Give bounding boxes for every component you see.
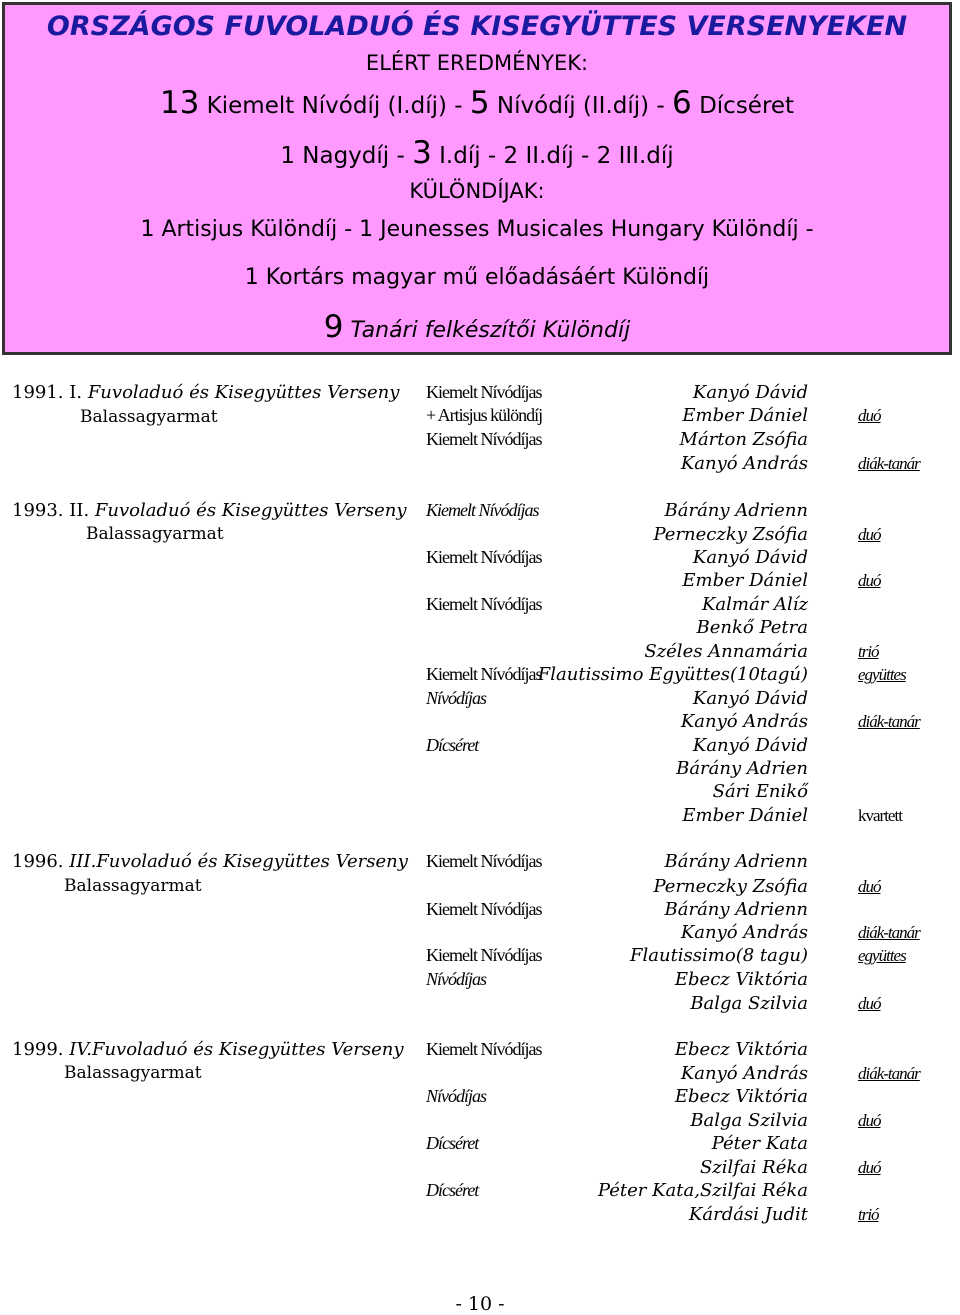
- performer-name: Ebecz Viktória: [674, 969, 808, 990]
- performer-name: Kanyó András: [680, 453, 808, 474]
- performer-name: Ebecz Viktória: [674, 1039, 808, 1060]
- award-label: Dícséret: [691, 93, 795, 119]
- performer-name: Kanyó Dávid: [692, 735, 808, 756]
- banner-subtitle: ELÉRT EREDMÉNYEK:: [365, 51, 589, 75]
- award-label: Kiemelt Nívódíjas: [426, 594, 542, 614]
- performer-name: Bárány Adrienn: [664, 851, 808, 872]
- special-label: Tanári felkészítői Különdíj: [343, 318, 631, 343]
- performer-name: Sári Enikő: [712, 781, 808, 802]
- count: 9: [323, 309, 344, 345]
- competition-title: 1996. III.Fuvoladuó és Kisegyüttes Verseny: [12, 851, 408, 872]
- prize-label: III.díj: [611, 143, 674, 169]
- performer-name: Bárány Adrienn: [664, 899, 808, 920]
- competition-title: 1999. IV.Fuvoladuó és Kisegyüttes Verseny: [12, 1039, 404, 1060]
- special-label: Artisjus Különdíj -: [154, 217, 360, 242]
- banner-teacher-line: [5, 309, 949, 345]
- performer-name: Balga Szilvia: [690, 1110, 808, 1131]
- performer-name: Bárány Adrienn: [664, 500, 808, 521]
- page-number: - 10 -: [455, 1293, 505, 1315]
- performer-name: Balga Szilvia: [690, 993, 808, 1014]
- performer-name: Flautissimo(8 tagu): [630, 945, 808, 966]
- award-label: Kiemelt Nívódíjas: [426, 664, 542, 684]
- results-banner: [2, 2, 952, 355]
- award-label: Kiemelt Nívódíjas: [426, 500, 539, 520]
- ensemble-type: kvartett: [858, 806, 902, 825]
- performer-name: Benkő Petra: [696, 617, 808, 638]
- competition-city: Balassagyarmat: [64, 876, 202, 896]
- ensemble-type: együttes: [858, 946, 906, 965]
- count: 2: [503, 143, 519, 169]
- performer-name: Ember Dániel: [682, 570, 808, 591]
- banner-awards-line: [5, 85, 949, 121]
- count: 5: [469, 85, 490, 121]
- prize-label: Nagydíj -: [294, 143, 413, 169]
- ensemble-type: diák-tanár: [858, 454, 920, 473]
- award-label: Dícséret: [426, 1133, 479, 1153]
- award-label: Kiemelt Nívódíjas: [426, 1039, 542, 1059]
- performer-name: Kárdási Judit: [688, 1204, 808, 1225]
- performer-name: Péter Kata,Szilfai Réka: [597, 1180, 808, 1201]
- award-label: Kiemelt Nívódíj (I.díj) -: [199, 93, 470, 119]
- count: 3: [412, 135, 432, 171]
- performer-name: Márton Zsófia: [679, 429, 808, 450]
- ensemble-type: diák-tanár: [858, 923, 920, 942]
- special-label: Jeunesses Musicales Hungary Különdíj -: [373, 217, 814, 242]
- count: 13: [159, 85, 200, 121]
- performer-name: Kalmár Alíz: [701, 594, 808, 615]
- performer-name: Kanyó Dávid: [692, 382, 808, 403]
- performer-name: Bárány Adrien: [676, 758, 808, 779]
- award-label: Nívódíjas: [426, 688, 487, 708]
- performer-name: Flautissimo Együttes(10tagú): [537, 664, 808, 685]
- award-label: Kiemelt Nívódíjas: [426, 899, 542, 919]
- banner-title: ORSZÁGOS FUVOLADUÓ ÉS KISEGYÜTTES VERSENYEKEN: [46, 11, 908, 42]
- award-label: Nívódíjas: [426, 1086, 487, 1106]
- performer-name: Széles Annamária: [644, 641, 808, 662]
- award-label: Kiemelt Nívódíjas: [426, 945, 542, 965]
- banner-special-line: [5, 217, 949, 242]
- competition-city: Balassagyarmat: [80, 407, 218, 427]
- performer-name: Ember Dániel: [682, 805, 808, 826]
- ensemble-type: duó: [858, 571, 881, 590]
- ensemble-type: duó: [858, 994, 881, 1013]
- ensemble-type: trió: [858, 1205, 879, 1224]
- ensemble-type: duó: [858, 877, 881, 896]
- performer-name: Kanyó András: [680, 711, 808, 732]
- ensemble-type: duó: [858, 1158, 881, 1177]
- competition-title: 1993. II. Fuvoladuó és Kisegyüttes Verseny: [12, 500, 407, 521]
- ensemble-type: együttes: [858, 665, 906, 684]
- performer-name: Perneczky Zsófia: [653, 876, 808, 897]
- performer-name: Kanyó Dávid: [692, 547, 808, 568]
- prize-label: II.díj -: [518, 143, 597, 169]
- performer-name: Kanyó Dávid: [692, 688, 808, 709]
- performer-name: Ebecz Viktória: [674, 1086, 808, 1107]
- ensemble-type: trió: [858, 642, 879, 661]
- award-label: + Artisjus különdíj: [426, 405, 543, 425]
- competition-city: Balassagyarmat: [64, 1063, 202, 1083]
- ensemble-type: duó: [858, 525, 881, 544]
- performer-name: Péter Kata: [711, 1133, 808, 1154]
- banner-prizes-line: [5, 135, 949, 171]
- count: 1: [244, 265, 259, 290]
- award-label: Kiemelt Nívódíjas: [426, 851, 542, 871]
- special-label: Kortárs magyar mű előadásáért Különdíj: [258, 265, 710, 290]
- performer-name: Perneczky Zsófia: [653, 524, 808, 545]
- award-label: Kiemelt Nívódíjas: [426, 547, 542, 567]
- ensemble-type: duó: [858, 1111, 881, 1130]
- ensemble-type: duó: [858, 406, 881, 425]
- prize-label: I.díj -: [431, 143, 504, 169]
- ensemble-type: diák-tanár: [858, 712, 920, 731]
- count: 2: [596, 143, 612, 169]
- performer-name: Ember Dániel: [682, 405, 808, 426]
- competition-title: 1991. I. Fuvoladuó és Kisegyüttes Verseny: [12, 382, 400, 403]
- award-label: Dícséret: [426, 1180, 479, 1200]
- award-label: Nívódíjas: [426, 969, 487, 989]
- award-label: Kiemelt Nívódíjas: [426, 429, 542, 449]
- count: 1: [359, 217, 374, 242]
- award-label: Dícséret: [426, 735, 479, 755]
- count: 1: [280, 143, 295, 169]
- award-label: Nívódíj (II.díj) -: [489, 93, 673, 119]
- performer-name: Kanyó András: [680, 1063, 808, 1084]
- ensemble-type: diák-tanár: [858, 1064, 920, 1083]
- competition-city: Balassagyarmat: [86, 524, 224, 544]
- performer-name: Szilfai Réka: [699, 1157, 808, 1178]
- banner-contemporary-line: [5, 265, 949, 290]
- count: 6: [672, 85, 692, 121]
- performer-name: Kanyó András: [680, 922, 808, 943]
- banner-special-heading: KÜLÖNDÍJAK:: [409, 179, 545, 203]
- count: 1: [140, 217, 155, 242]
- award-label: Kiemelt Nívódíjas: [426, 382, 542, 402]
